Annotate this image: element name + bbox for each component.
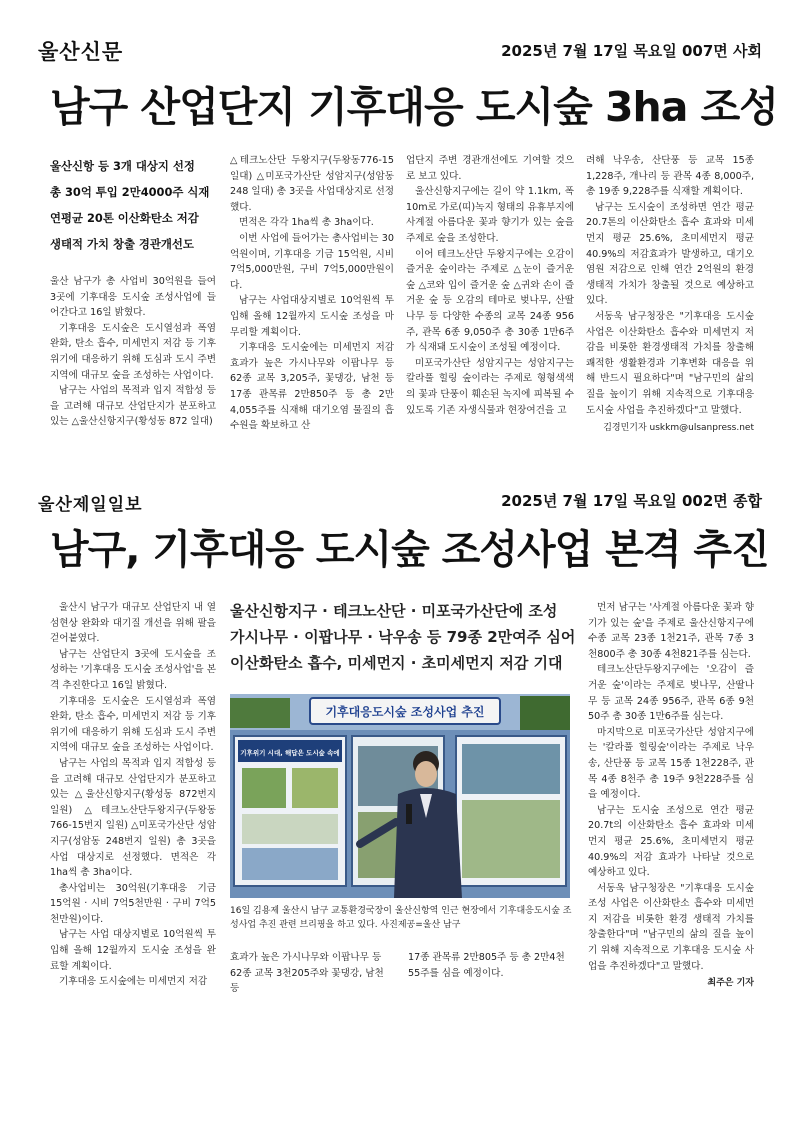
paragraph: 총사업비는 30억원(기후대응 기금 15억원 · 시비 7억5천만원 · 구비 7억5천만원)이다. xyxy=(50,882,216,925)
subheadline: 가시나무 · 이팝나무 · 낙우송 등 79종 2만여주 심어 xyxy=(230,628,576,646)
paragraph: 남구는 사업의 목적과 입지 적합성 등을 고려해 대규모 산업단지가 분포하고 있는 △울산신항지구(황성동 872 일대) xyxy=(50,385,216,428)
body-column-1 xyxy=(50,600,216,990)
body-column-4 xyxy=(586,153,754,437)
paragraph: 남구는 사업대상지별로 10억원씩 투입해 올해 12월까지 도시숲 조성을 마무리할 계획이다. xyxy=(230,295,394,338)
paragraph: △테크노산단 두왕지구(두왕동776-15 일대) △미포국가산단 성암지구(성암동 248 일대) 총 3곳을 사업대상지로 선정했다. xyxy=(230,155,394,213)
masthead: 울산제일일보 xyxy=(38,495,143,515)
paragraph: 남구는 사업의 목적과 입지 적합성 등을 고려해 대규모 산업단지가 분포하고 있는 △울산신항지구(황성동 872번지 일원) △테크노산단두왕지구(두왕동 766-15번지 일원) △미포국가산단 성암지구(성암동 248번지 일원) 총 3곳을 사업 대상지로 선정했다. 면적은 각 1ha씩 총 3ha이다. xyxy=(50,757,216,879)
subheadline-block xyxy=(50,153,220,257)
paragraph: 려해 낙우송, 산단풍 등 교목 15종 1,228주, 개나리 등 관목 4종 8,000주, 총 19종 9,228주를 식재할 계획이다. xyxy=(586,155,754,198)
paragraph: 테크노산단두왕지구에는 '오감이 즐거운 숲'이라는 주제로 벚나무, 산딸나무 등 교목 24종 956주, 관목 6종 9천50주 총 30종 1만6주를 심는다. xyxy=(588,664,754,723)
paragraph: 서동욱 남구청장은 "기후대응 도시숲 조성 사업은 이산화탄소 흡수와 미세먼지 저감을 비롯한 환경 생태적 가치를 창출한다"며 "남구민의 삶의 질을 높이기 위해 지속적으로 기후대응 도시숲 사업을 추진하겠다"고 말했다. xyxy=(588,882,754,972)
paragraph: 기후대응 도시숲은 도시열섬과 폭염 완화, 탄소 흡수, 미세먼지 저감 등 기후위기에 대응하기 위해 도심과 도시 주변 지역에 대규모 숲을 조성하는 사업이다. xyxy=(50,695,216,754)
dateline: 2025년 7월 17일 목요일 007면 사회 xyxy=(501,42,762,60)
photo-caption: 16일 김용제 울산시 남구 교통환경국장이 울산신항역 인근 현장에서 기후대응도시숲 조성사업 추진 관련 브리핑을 하고 있다. 사진제공=울산 남구 xyxy=(230,906,572,930)
body-column-3 xyxy=(588,600,754,992)
subheadline: 이산화탄소 흡수, 미세먼지 · 초미세먼지 저감 기대 xyxy=(230,654,563,672)
paragraph: 남구는 사업 대상지별로 10억원씩 투입해 올해 12월까지 도시숲 조성을 완료할 계획이다. xyxy=(50,929,216,972)
body-column-2-right: 17종 관목류 2만805주 등 총 2만4천55주를 심을 예정이다. xyxy=(408,952,565,979)
paragraph: 서동욱 남구청장은 "기후대응 도시숲 사업은 이산화탄소 흡수와 미세먼지 저감을 비롯한 환경생태적 가치를 창출해 쾌적한 생활환경과 기후변화 대응을 위해 반드시 필요하다"며 "남구민의 삶의 질을 높이기 위해 지속적으로 기후대응 도시숲 사업을 추진하겠다"고 말했다. xyxy=(586,310,754,416)
paragraph: 기후대응 도시숲에는 미세먼지 저감효과가 높은 가시나무와 이팝나무 등 62종 교목 3,205주, 꽃댕강, 남천 등 17종 관목류 2만850주 등 총 2만4,055주를 식재해 대기오염 물질의 흡수원을 확보하고 산 xyxy=(230,342,394,432)
subheadline: 울산신항지구 · 테크노산단 · 미포국가산단에 조성 xyxy=(230,602,558,620)
paragraph: 기후대응 도시숲에는 미세먼지 저감 xyxy=(59,976,208,988)
paragraph: 남구는 도시숲 조성으로 연간 평균 20.7t의 이산화탄소 흡수 효과와 미세먼지 평균 25.6%, 초미세먼지 평균 40.9%의 저감 효과가 나타날 것으로 예상하고 있다. xyxy=(588,804,754,879)
body-column-1 xyxy=(50,274,216,430)
paragraph: 울산신항지구에는 길이 약 1.1km, 폭 10m로 가로(띠)녹지 형태의 유휴부지에 사계절 아름다운 꽃과 향기가 있는 숲을 주제로 숲을 조성한다. xyxy=(406,186,574,244)
paragraph: 남구는 산업단지 3곳에 도시숲을 조성하는 '기후대응 도시숲 조성사업'을 본격 추진한다고 16일 밝혔다. xyxy=(50,648,216,691)
article-ulsan-shinmun xyxy=(0,0,800,470)
paragraph: 울산시 남구가 대규모 산업단지 내 열섬현상 완화와 대기질 개선을 위해 팔을 걷어붙였다. xyxy=(50,602,216,645)
byline: 김경민기자 uskkm@ulsanpress.net xyxy=(603,423,754,434)
paragraph: 마지막으로 미포국가산단 성암지구에는 '칼라풀 힐링숲'이라는 주제로 낙우송, 산단풍 등 교목 15종 1천228주, 관목 4종 8천주 총 19주 9천228주를 심을 예정이다. xyxy=(588,726,754,801)
byline: 최주은 기자 xyxy=(707,978,754,989)
body-column-2 xyxy=(230,153,394,434)
masthead: 울산신문 xyxy=(38,40,124,64)
paragraph: 이번 사업에 들어가는 총사업비는 30억원이며, 기후대응 기금 15억원, 시비 7억5,000만원, 구비 7억5,000만원이다. xyxy=(230,232,394,291)
paragraph: 미포국가산단 성암지구는 성암지구는 칼라풀 힐링 숲이라는 주제로 형형색색의 꽃과 단풍이 훼손된 녹지에 피복될 수 있도록 기존 자생식물과 현장여건을 고 xyxy=(406,357,574,416)
subheadline: 연평균 20톤 이산화탄소 저감 xyxy=(50,211,199,225)
briefing-scene-image xyxy=(230,694,570,898)
subheadline: 울산신항 등 3개 대상지 선정 xyxy=(50,159,195,173)
dateline: 2025년 7월 17일 목요일 002면 종합 xyxy=(501,492,762,510)
paragraph: 먼저 남구는 '사계절 아름다운 꽃과 향기가 있는 숲'을 주제로 울산신항지구에 수종 교목 23종 1천21주, 관목 7종 3천800주 총 30종 4천821주를 심는다. xyxy=(588,602,754,660)
paragraph: 이어 테크노산단 두왕지구에는 오감이 즐거운 숲이라는 주제로 △눈이 즐거운 숲 △코와 입이 즐거운 숲 △귀와 손이 즐거운 숲 등 오감의 테마로 벚나무, 산딸나무 등 다양한 수종의 교목 24종 956주, 관목 6종 9,050주 총 30종 1만6주가 식재돼 도시숲이 조성될 예정이다. xyxy=(406,248,574,354)
subheadline: 총 30억 투입 2만4000주 식재 xyxy=(50,185,210,199)
paragraph: 울산 남구가 총 사업비 30억원을 들여 3곳에 기후대응 도시숲 조성사업에 들어간다고 16일 밝혔다. xyxy=(50,276,216,319)
headline: 남구, 기후대응 도시숲 조성사업 본격 추진 xyxy=(50,527,769,573)
banner-text: 기후대응도시숲 조성사업 추진 xyxy=(325,705,485,719)
paragraph: 업단지 주변 경관개선에도 기여할 것으로 보고 있다. xyxy=(406,155,574,182)
board-title: 기후위기 시대, 해답은 도시숲 속에 xyxy=(240,749,340,757)
body-column-3 xyxy=(406,153,574,418)
subheadline: 생태적 가치 창출 경관개선도 xyxy=(50,237,194,251)
paragraph: 기후대응 도시숲은 도시열섬과 폭염 완화, 탄소 흡수, 미세먼지 저감 등 기후위기에 대응하기 위해 도심과 도시 주변 지역에 대규모 숲을 조성하는 사업이다. xyxy=(50,322,216,381)
body-column-2-left: 효과가 높은 가시나무와 이팝나무 등 62종 교목 3천205주와 꽃댕강, 남천 등 xyxy=(230,952,384,995)
headline: 남구 산업단지 기후대응 도시숲 3ha 조성 xyxy=(50,83,778,131)
briefing-photo xyxy=(230,694,570,898)
article-ulsan-jeil-ilbo xyxy=(0,482,800,1132)
subheadline-block xyxy=(230,598,576,676)
paragraph: 남구는 도시숲이 조성하면 연간 평균 20.7톤의 이산화탄소 흡수 효과와 미세먼지 평균 25.6%, 초미세먼지 평균 40.9%의 저감효과가 발생하고, 대기오염원 저감으로 인해 연간 2억원의 환경생태적 가치가 창출될 것으로 예상하고 있다. xyxy=(586,201,754,307)
paragraph: 면적은 각각 1ha씩 총 3ha이다. xyxy=(239,217,374,229)
